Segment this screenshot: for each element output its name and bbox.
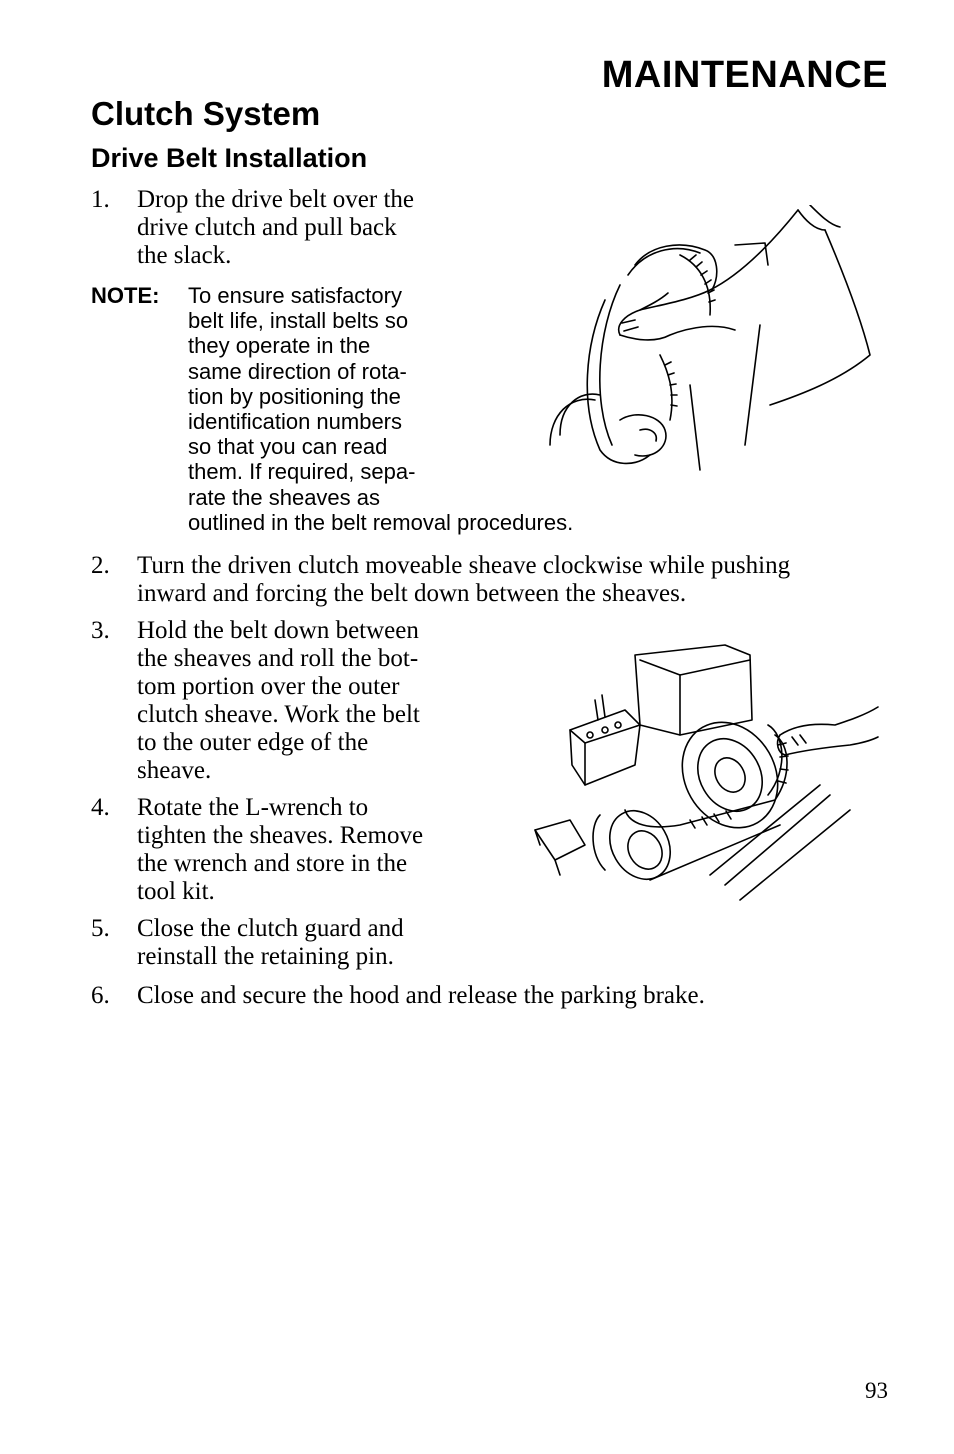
page-number: 93 — [865, 1378, 888, 1403]
step-number: 2. — [91, 552, 110, 579]
step-text-line: to the outer edge of the — [137, 729, 369, 756]
step-number: 1. — [91, 186, 110, 213]
subsection-title: Drive Belt Installation — [91, 143, 368, 173]
step-text-line: sheave. — [137, 757, 212, 784]
note-line: belt life, install belts so — [188, 308, 409, 334]
step-text-line: Close the clutch guard and — [137, 915, 404, 942]
step-text-line: inward and forcing the belt down between the sheaves. — [137, 580, 687, 607]
step-number: 3. — [91, 617, 110, 644]
step-text-line: tighten the sheaves. Remove — [137, 822, 424, 849]
note-line: outlined in the belt removal procedures. — [188, 509, 574, 535]
step-text-line: the slack. — [137, 242, 232, 269]
note-line: so that you can read — [188, 434, 388, 460]
step-text-line: Hold the belt down between — [137, 617, 419, 644]
step-number: 5. — [91, 915, 110, 942]
note-line: same direction of rota- — [188, 358, 407, 384]
step-text-line: Turn the driven clutch moveable sheave clockwise while pushing — [137, 552, 791, 579]
note-label: NOTE: — [91, 283, 160, 308]
step-text-line: Close and secure the hood and release the parking brake. — [137, 982, 705, 1009]
note-line: identification numbers — [188, 409, 403, 435]
step-number: 6. — [91, 982, 110, 1009]
note-line: them. If required, sepa- — [188, 459, 416, 485]
step-text-line: the wrench and store in the — [137, 850, 408, 877]
step-number: 4. — [91, 794, 110, 821]
step-text-line: Rotate the L-wrench to — [137, 794, 369, 821]
drive-belt-illustration — [540, 205, 880, 475]
step-text-line: tom portion over the outer — [137, 673, 400, 700]
clutch-assembly-illustration — [530, 625, 880, 905]
note-line: they operate in the — [188, 333, 371, 359]
step-text-line: drive clutch and pull back — [137, 214, 397, 241]
step-text-line: tool kit. — [137, 878, 215, 905]
step-text-line: reinstall the retaining pin. — [137, 943, 394, 970]
note-line: rate the sheaves as — [188, 484, 381, 510]
section-header: MAINTENANCE — [601, 54, 888, 96]
page-title: Clutch System — [91, 95, 321, 132]
step-text-line: the sheaves and roll the bot- — [137, 645, 419, 672]
step-text-line: Drop the drive belt over the — [137, 186, 414, 213]
note-line: To ensure satisfactory — [188, 283, 402, 308]
step-text-line: clutch sheave. Work the belt — [137, 701, 420, 728]
note-line: tion by positioning the — [188, 383, 401, 409]
